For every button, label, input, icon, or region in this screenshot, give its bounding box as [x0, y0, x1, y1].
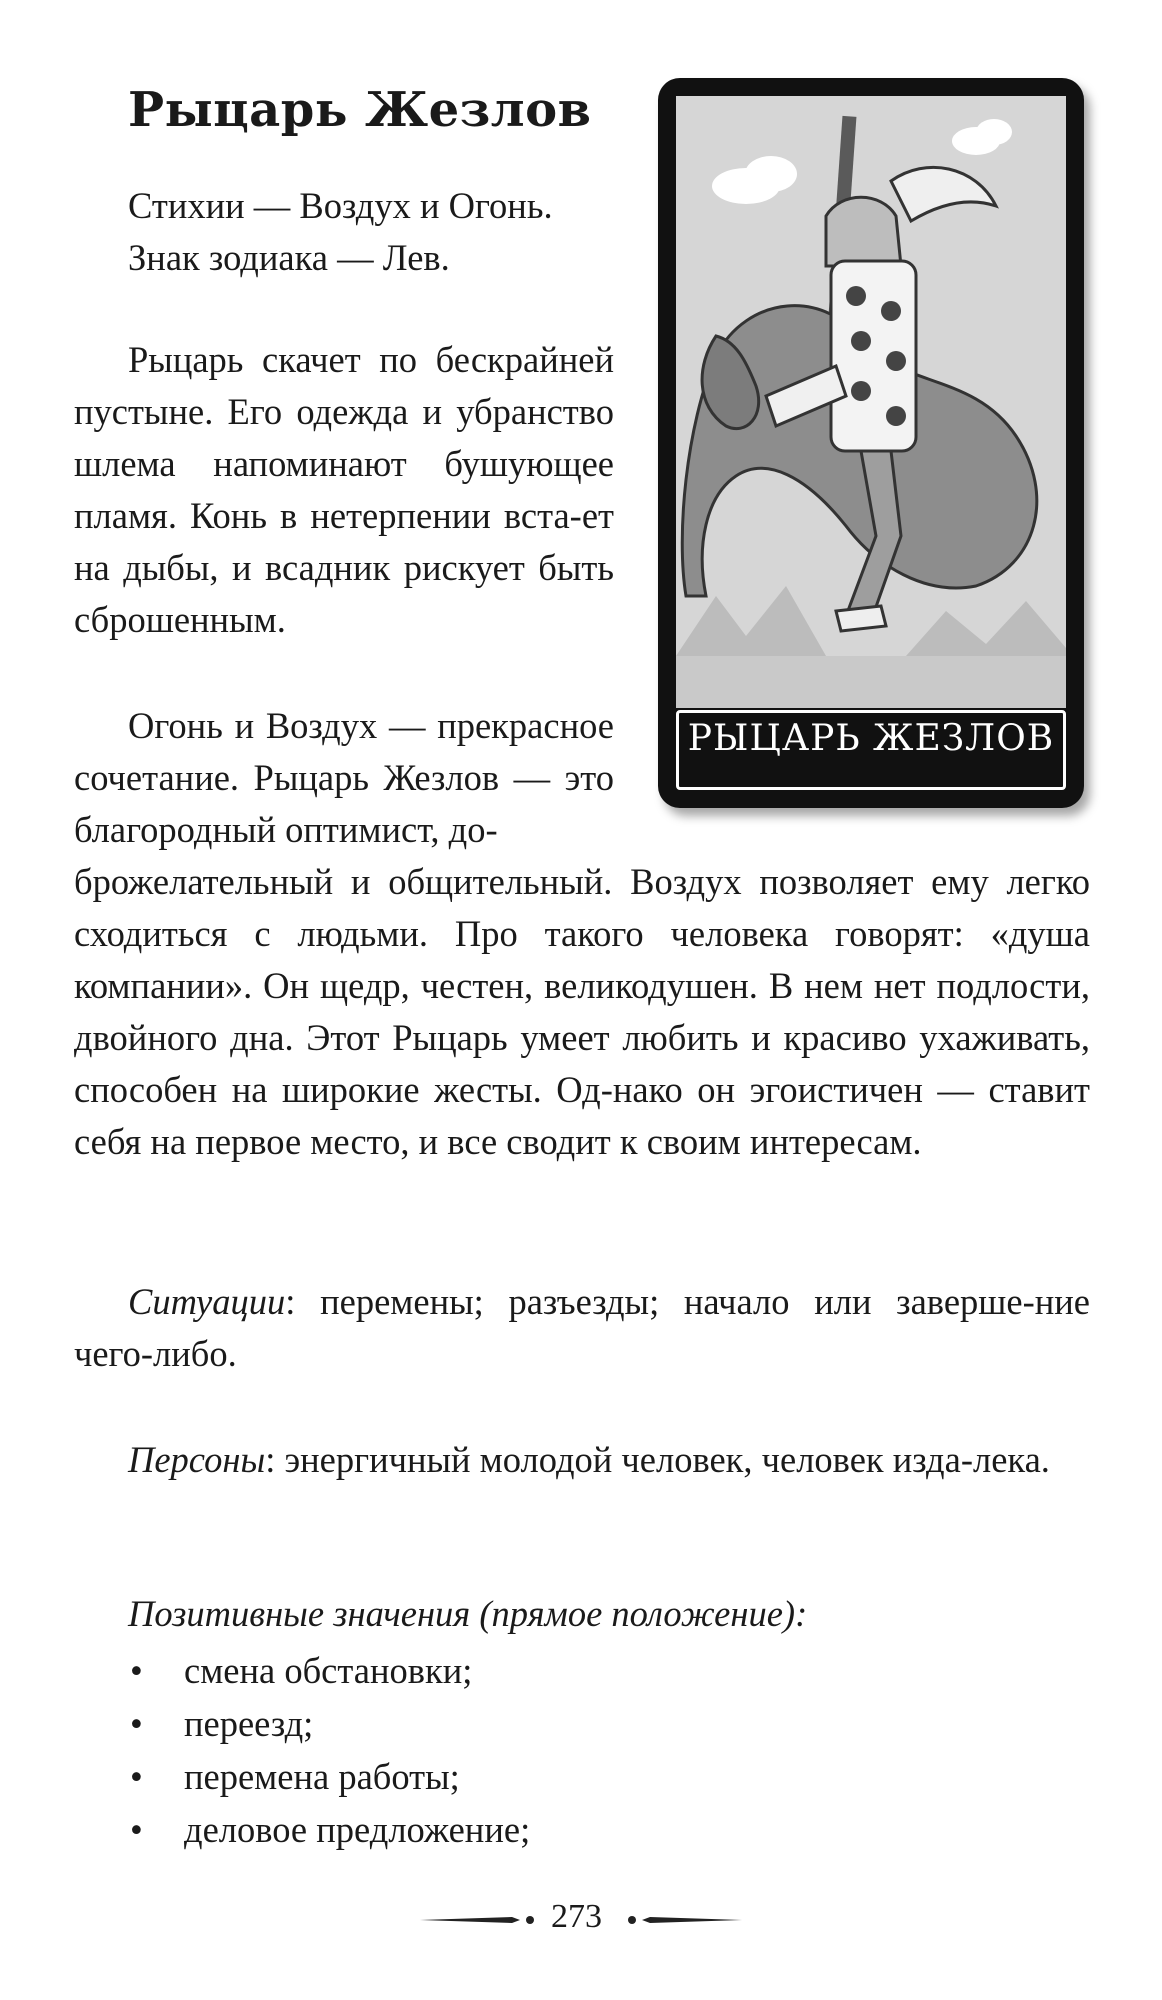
- list-item-text: переезд;: [184, 1703, 314, 1744]
- list-item-text: деловое предложение;: [184, 1809, 531, 1850]
- card-caption: РЫЦАРЬ ЖЕЗЛОВ: [687, 718, 1055, 759]
- tarot-card: [658, 78, 1084, 808]
- intro-line-zodiac: Знак зодиака — Лев.: [128, 237, 450, 278]
- card-illustration: [676, 96, 1066, 708]
- list-item: [74, 1750, 530, 1803]
- paragraph-text: Огонь и Воздух — прекрасное сочетание. Рыцарь Жезлов — это благородный оптимист, до-: [74, 705, 614, 850]
- situations-paragraph: [74, 1276, 1090, 1380]
- positive-meanings-list: [74, 1644, 530, 1856]
- paragraph-text: Рыцарь скачет по бескрайней пустыне. Его одежда и убранство шлема напоминают бушующее пламя. Конь в нетерпении вста-ет на дыбы, и всадник рискует быть сброшенным.: [74, 339, 614, 640]
- paragraph-description: [74, 334, 614, 646]
- section-title: Рыцарь Жезлов: [128, 82, 592, 138]
- page-footer: [0, 1898, 1162, 1958]
- paragraph-character-continued: [74, 856, 1090, 1168]
- list-item-text: перемена работы;: [184, 1756, 460, 1797]
- bullet-icon: •: [130, 1703, 143, 1744]
- persons-paragraph: [74, 1434, 1090, 1486]
- list-item: [74, 1644, 530, 1697]
- bullet-icon: •: [130, 1756, 143, 1797]
- paragraph-text: брожелательный и общительный. Воздух позволяет ему легко сходиться с людьми. Про такого человека говорят: «душа компании». Он щедр, честен, великодушен. В нем нет подлости, двойного дна. Этот Рыцарь умеет любить и красиво ухаживать, способен на широкие жесты. Од-нако он эгоистичен — ставит себя на первое место, и все сводит к своим интересам.: [74, 861, 1090, 1162]
- bullet-icon: •: [130, 1650, 143, 1691]
- paragraph-character-start: [74, 700, 614, 856]
- persons-text: : энергичный молодой человек, человек изда-лека.: [265, 1439, 1050, 1480]
- list-item: [74, 1803, 530, 1856]
- list-item: [74, 1697, 530, 1750]
- persons-label: Персоны: [128, 1439, 266, 1480]
- situations-label: Ситуации: [128, 1281, 286, 1322]
- positive-meanings-heading: Позитивные значения (прямое положение):: [128, 1593, 808, 1634]
- knight-on-horse-illustration: [676, 96, 1066, 708]
- intro-block: [128, 180, 618, 284]
- situations-text: : перемены; разъезды; начало или заверше-ние чего-либо.: [74, 1281, 1090, 1374]
- intro-line-elements: Стихии — Воздух и Огонь.: [128, 185, 553, 226]
- list-item-text: смена обстановки;: [184, 1650, 473, 1691]
- page-number: 273: [551, 1898, 602, 1935]
- bullet-icon: •: [130, 1809, 143, 1850]
